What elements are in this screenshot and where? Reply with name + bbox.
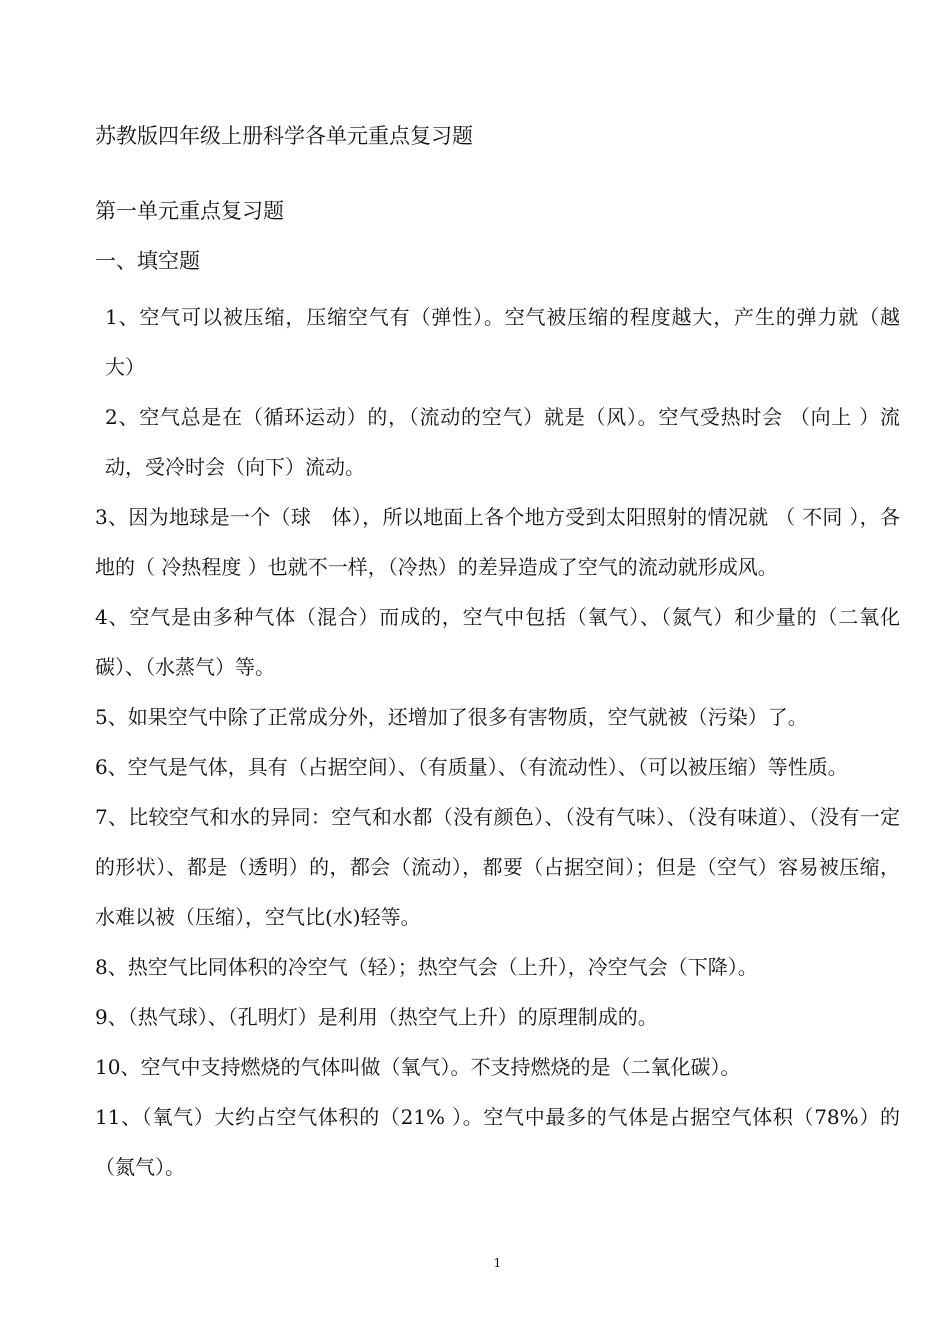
question-item-10: 10、空气中支持燃烧的气体叫做（氧气）。不支持燃烧的是（二氧化碳）。 [95,1055,741,1079]
question-item-1: 1、空气可以被压缩，压缩空气有（弹性）。空气被压缩的程度越大，产生的弹力就（越 大） [105,305,920,379]
unit-heading: 第一单元重点复习题 [95,199,284,223]
page-number: 1 [493,1256,502,1270]
section-heading: 一、填空题 [95,249,200,273]
question-item-4: 4、空气是由多种气体（混合）而成的，空气中包括（氧气）、（氮气）和少量的（二氧化碳）、（水蒸气）等。 [95,605,900,679]
document-title: 苏教版四年级上册科学各单元重点复习题 [95,124,473,148]
question-item-7: 7、比较空气和水的异同：空气和水都（没有颜色）、（没有气味）、（没有味道）、（没有一定的形状）、都是（透明）的，都会（流动），都要（占据空间）；但是（空气）容易被压缩，水难以被（压缩），空气比(水)轻等。 [95,805,900,929]
question-item-8: 8、热空气比同体积的冷空气（轻）；热空气会（上升），冷空气会（下降）。 [95,955,758,979]
question-list [95,292,920,1192]
question-item-5: 5、如果空气中除了正常成分外，还增加了很多有害物质，空气就被（污染）了。 [95,705,808,729]
question-item-9: 9、（热气球）、（孔明灯）是利用（热空气上升）的原理制成的。 [95,1005,658,1029]
question-item-2: 2、空气总是在（循环运动）的，（流动的空气）就是（风）。空气受热时会 （向上 ）流动，受冷时会（向下）流动。 [105,405,900,479]
question-item-11: 11、（氧气）大约占空气体积的（21% ）。空气中最多的气体是占据空气体积（78%）的（氮气）。 [95,1105,900,1179]
question-item-3: 3、因为地球是一个（球 体），所以地面上各个地方受到太阳照射的情况就 （ 不同 ），各地的（ 冷热程度 ）也就不一样，（冷热）的差异造成了空气的流动就形成风。 [95,505,900,579]
document-page [95,0,920,1344]
question-item-6: 6、空气是气体，具有（占据空间）、（有质量）、（有流动性）、（可以被压缩）等性质。 [95,755,848,779]
